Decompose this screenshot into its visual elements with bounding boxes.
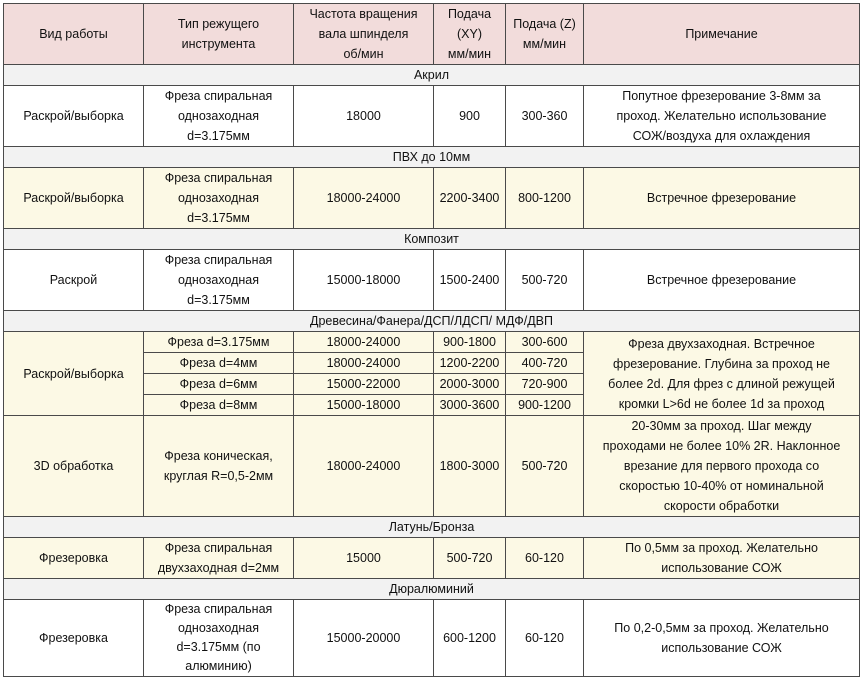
rpm-cell: 18000-24000 [294,416,434,517]
tool-cell: Фреза спиральная однозаходная d=3.175мм [144,168,294,229]
work-type-cell: Раскрой [4,250,144,311]
header-feed-xy: Подача (XY) мм/мин [434,4,506,65]
work-type-cell: Фрезеровка [4,538,144,579]
section-title-brass: Латунь/Бронза [4,517,860,538]
feed-xy-cell: 1500-2400 [434,250,506,311]
work-type-cell: Раскрой/выборка [4,86,144,147]
header-spindle-speed: Частота вращения вала шпинделя об/мин [294,4,434,65]
feed-z-cell: 400-720 [506,353,584,374]
section-title-acrylic: Акрил [4,65,860,86]
rpm-cell: 18000-24000 [294,332,434,353]
milling-modes-table [3,3,860,677]
header-note: Примечание [584,4,860,65]
feed-z-cell: 60-120 [506,600,584,677]
feed-xy-cell: 500-720 [434,538,506,579]
work-type-cell: 3D обработка [4,416,144,517]
note-cell: Попутное фрезерование 3-8мм за проход. Желательно использование СОЖ/воздуха для охлаждения [584,86,860,147]
work-type-cell: Раскрой/выборка [4,332,144,416]
tool-cell: Фреза d=8мм [144,395,294,416]
feed-z-cell: 720-900 [506,374,584,395]
tool-cell: Фреза коническая, круглая R=0,5-2мм [144,416,294,517]
section-title-composite: Композит [4,229,860,250]
feed-z-cell: 800-1200 [506,168,584,229]
feed-xy-cell: 1800-3000 [434,416,506,517]
feed-xy-cell: 2000-3000 [434,374,506,395]
tool-cell: Фреза спиральная однозаходная d=3.175мм [144,250,294,311]
section-title-pvc: ПВХ до 10мм [4,147,860,168]
rpm-cell: 18000-24000 [294,353,434,374]
note-cell: Встречное фрезерование [584,168,860,229]
note-cell: 20-30мм за проход. Шаг между проходами не более 10% 2R. Наклонное врезание для первого прохода со скоростью 10-40% от номинальной скорости обработки [584,416,860,517]
tool-cell: Фреза d=4мм [144,353,294,374]
feed-z-cell: 500-720 [506,416,584,517]
header-work-type: Вид работы [4,4,144,65]
table-row [4,600,860,677]
rpm-cell: 15000-18000 [294,250,434,311]
tool-cell: Фреза d=3.175мм [144,332,294,353]
tool-cell: Фреза d=6мм [144,374,294,395]
work-type-cell: Раскрой/выборка [4,168,144,229]
feed-z-cell: 300-360 [506,86,584,147]
tool-cell: Фреза спиральная двухзаходная d=2мм [144,538,294,579]
table-row [4,416,860,517]
feed-xy-cell: 3000-3600 [434,395,506,416]
rpm-cell: 15000 [294,538,434,579]
header-row [4,4,860,65]
table-row [4,250,860,311]
note-cell: Фреза двухзаходная. Встречное фрезерование. Глубина за проход не более 2d. Для фрез с длиной режущей кромки L>6d не более 1d за проход [584,332,860,416]
rpm-cell: 15000-20000 [294,600,434,677]
rpm-cell: 18000-24000 [294,168,434,229]
note-cell: Встречное фрезерование [584,250,860,311]
rpm-cell: 18000 [294,86,434,147]
header-feed-z: Подача (Z) мм/мин [506,4,584,65]
feed-xy-cell: 1200-2200 [434,353,506,374]
feed-xy-cell: 900 [434,86,506,147]
rpm-cell: 15000-22000 [294,374,434,395]
feed-xy-cell: 900-1800 [434,332,506,353]
table-row [4,86,860,147]
header-tool-type: Тип режущего инструмента [144,4,294,65]
feed-z-cell: 900-1200 [506,395,584,416]
feed-xy-cell: 600-1200 [434,600,506,677]
section-title-duralumin: Дюралюминий [4,579,860,600]
tool-cell: Фреза спиральная однозаходная d=3.175мм (по алюминию) [144,600,294,677]
tool-cell: Фреза спиральная однозаходная d=3.175мм [144,86,294,147]
table-row [4,538,860,579]
note-cell: По 0,2-0,5мм за проход. Желательно использование СОЖ [584,600,860,677]
feed-z-cell: 60-120 [506,538,584,579]
work-type-cell: Фрезеровка [4,600,144,677]
feed-xy-cell: 2200-3400 [434,168,506,229]
feed-z-cell: 300-600 [506,332,584,353]
table-row [4,168,860,229]
rpm-cell: 15000-18000 [294,395,434,416]
table-row [4,332,860,353]
section-title-wood: Древесина/Фанера/ДСП/ЛДСП/ МДФ/ДВП [4,311,860,332]
note-cell: По 0,5мм за проход. Желательно использование СОЖ [584,538,860,579]
feed-z-cell: 500-720 [506,250,584,311]
